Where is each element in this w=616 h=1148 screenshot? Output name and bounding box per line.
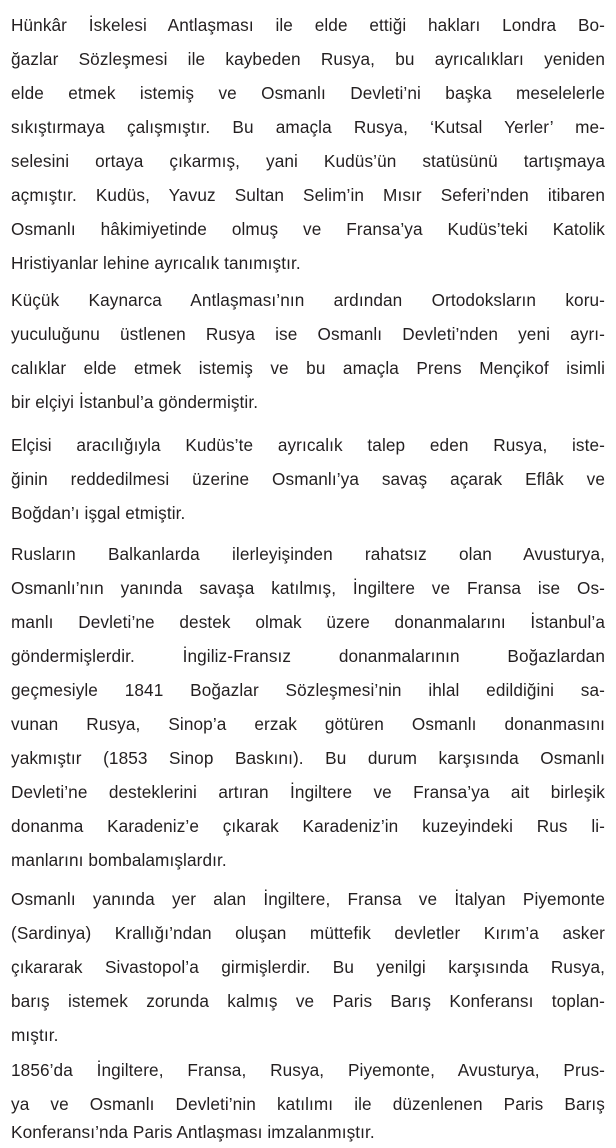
- text-line: Osmanlı’nın yanında savaşa katılmış, İngiltere ve Fransa ise Os-: [11, 578, 605, 598]
- text-line: selesini ortaya çıkarmış, yani Kudüs’ün statüsünü tartışmaya: [11, 151, 605, 171]
- text-line: Küçük Kaynarca Antlaşması’nın ardından Ortodoksların koru-: [11, 290, 605, 310]
- text-line: açmıştır. Kudüs, Yavuz Sultan Selim’in Mısır Seferi’nden itibaren: [11, 185, 605, 205]
- text-line: ğazlar Sözleşmesi ile kaybeden Rusya, bu ayrıcalıkları yeniden: [11, 49, 605, 69]
- text-line: ğinin reddedilmesi üzerine Osmanlı’ya savaş açarak Eflâk ve: [11, 469, 605, 489]
- text-line: elde etmek istemiş ve Osmanlı Devleti’ni başka meselelerle: [11, 83, 605, 103]
- text-line: çıkararak Sivastopol’a girmişlerdir. Bu yenilgi karşısında Rusya,: [11, 957, 605, 977]
- text-line: vunan Rusya, Sinop’a erzak götüren Osmanlı donanmasını: [11, 714, 605, 734]
- text-line: bir elçiyi İstanbul’a göndermiştir.: [11, 392, 259, 412]
- text-line: Hristiyanlar lehine ayrıcalık tanımıştır.: [11, 253, 301, 273]
- text-line: Elçisi aracılığıyla Kudüs’te ayrıcalık talep eden Rusya, iste-: [11, 435, 605, 455]
- text-line: yuculuğunu üstlenen Rusya ise Osmanlı Devleti’nden yeni ayrı-: [11, 324, 605, 344]
- text-line: ya ve Osmanlı Devleti’nin katılımı ile düzenlenen Paris Barış: [11, 1094, 605, 1114]
- text-line: sıkıştırmaya çalışmıştır. Bu amaçla Rusya, ‘Kutsal Yerler’ me-: [11, 117, 605, 137]
- text-line: (Sardinya) Krallığı’ndan oluşan müttefik devletler Kırım’a asker: [11, 923, 605, 943]
- text-line: donanma Karadeniz’e çıkarak Karadeniz’in kuzeyindeki Rus li-: [11, 816, 605, 836]
- text-line: göndermişlerdir. İngiliz-Fransız donanmalarının Boğazlardan: [11, 646, 605, 666]
- text-line: manlarını bombalamışlardır.: [11, 850, 227, 870]
- text-line: Hünkâr İskelesi Antlaşması ile elde ettiği hakları Londra Bo-: [11, 15, 605, 35]
- text-line: mıştır.: [11, 1025, 59, 1045]
- text-line: calıklar elde etmek istemiş ve bu amaçla Prens Mençikof isimli: [11, 358, 605, 378]
- text-line: Boğdan’ı işgal etmiştir.: [11, 503, 186, 523]
- text-line: Osmanlı yanında yer alan İngiltere, Fransa ve İtalyan Piyemonte: [11, 889, 605, 909]
- text-line: yakmıştır (1853 Sinop Baskını). Bu durum karşısında Osmanlı: [11, 748, 605, 768]
- text-line: Devleti’ne desteklerini artıran İngiltere ve Fransa’ya ait birleşik: [11, 782, 605, 802]
- text-line: Rusların Balkanlarda ilerleyişinden rahatsız olan Avusturya,: [11, 544, 605, 564]
- text-line: Konferansı’nda Paris Antlaşması imzalanmıştır.: [11, 1122, 375, 1142]
- text-line: geçmesiyle 1841 Boğazlar Sözleşmesi’nin ihlal edildiğini sa-: [11, 680, 605, 700]
- text-line: manlı Devleti’ne destek olmak üzere donanmalarını İstanbul’a: [11, 612, 605, 632]
- text-line: Osmanlı hâkimiyetinde olmuş ve Fransa’ya Kudüs’teki Katolik: [11, 219, 605, 239]
- text-line: 1856’da İngiltere, Fransa, Rusya, Piyemonte, Avusturya, Prus-: [11, 1060, 605, 1080]
- text-line: barış istemek zorunda kalmış ve Paris Barış Konferansı toplan-: [11, 991, 605, 1011]
